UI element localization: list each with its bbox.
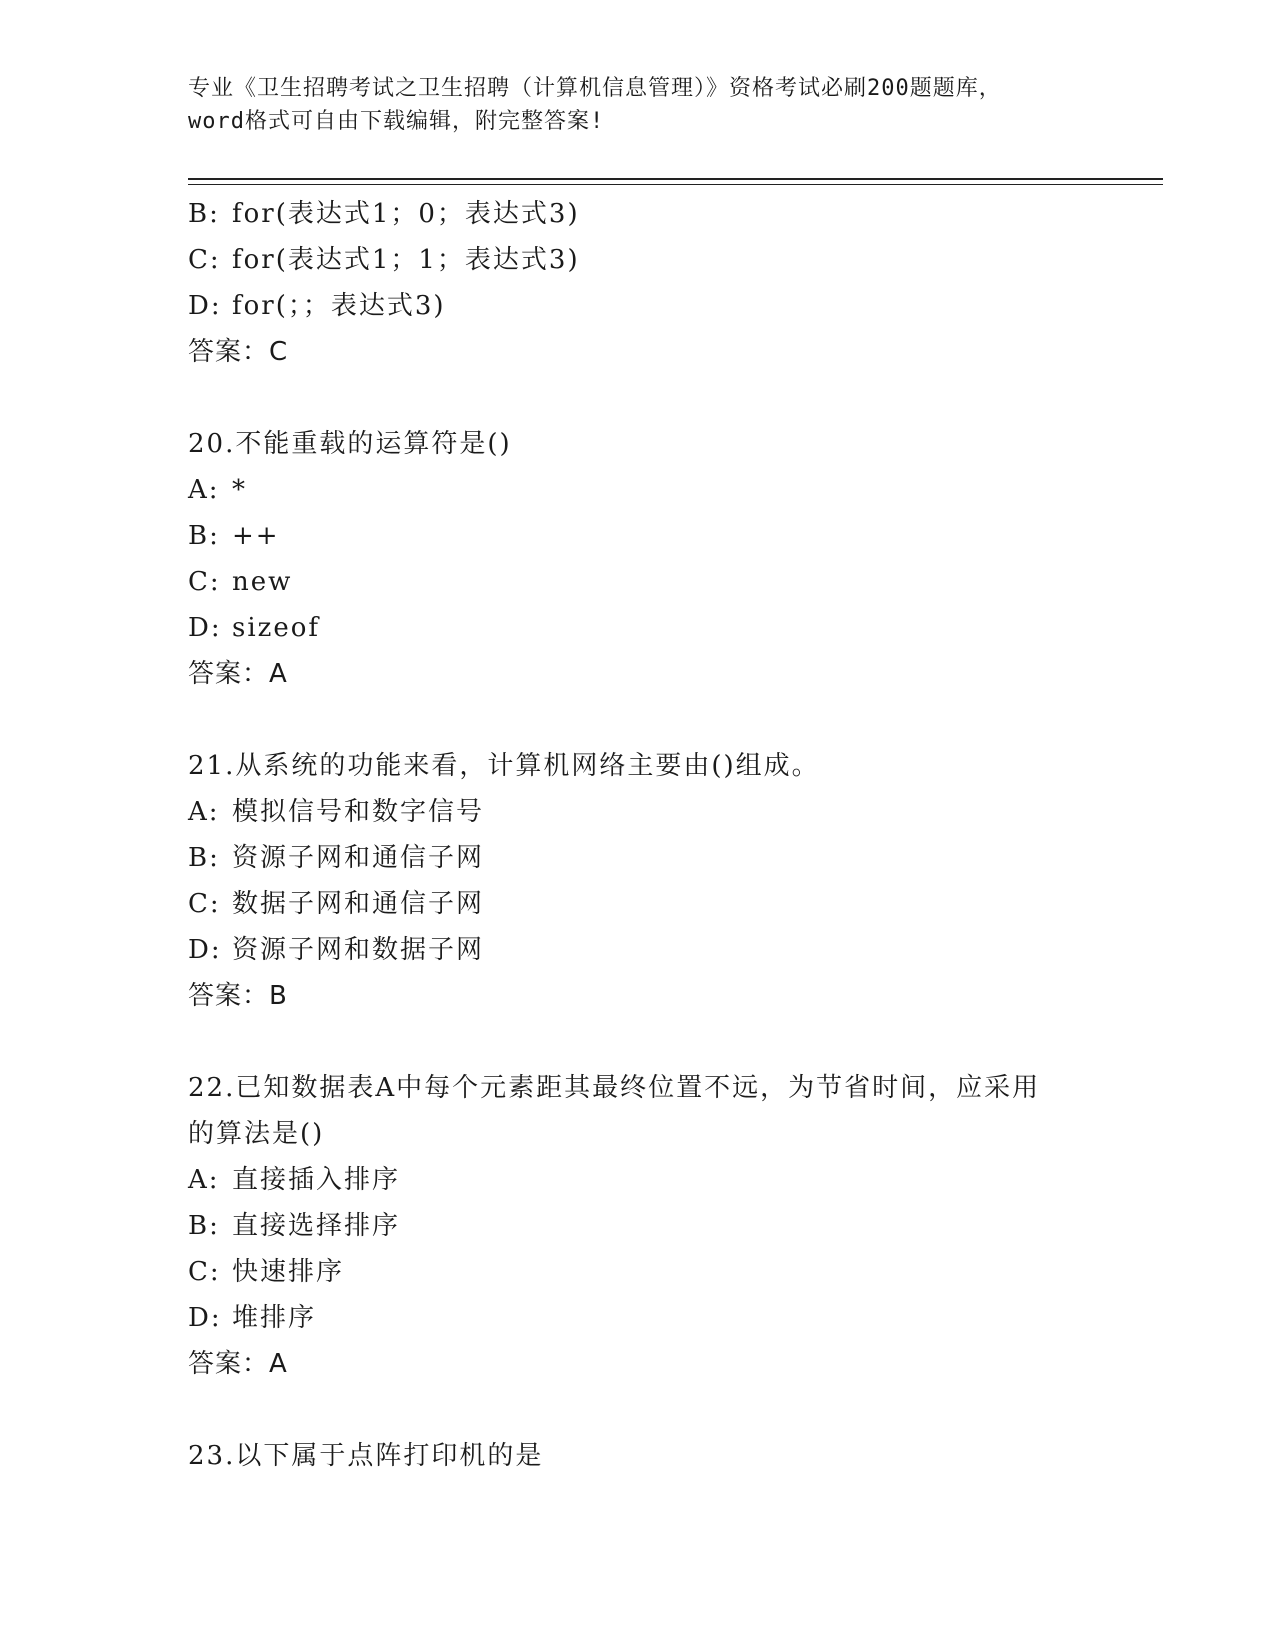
answer-line: 答案：A: [188, 1349, 288, 1379]
header-divider-thick: [188, 178, 1163, 180]
header-line-2: word格式可自由下载编辑，附完整答案!: [188, 109, 605, 134]
option-key: D:: [188, 613, 222, 643]
option-key: C:: [188, 889, 221, 919]
option-a: [188, 1157, 1088, 1203]
option-d: [188, 605, 1088, 651]
option-b: [188, 513, 1088, 559]
option-key: B:: [188, 1211, 220, 1241]
question-22: [188, 1065, 1088, 1387]
spacer: [188, 697, 1088, 743]
question-19-continued: [188, 191, 1088, 375]
question-21: [188, 743, 1088, 1019]
option-d: [188, 283, 1088, 329]
question-stem-line-2: 的算法是(): [188, 1119, 325, 1149]
option-d: [188, 927, 1088, 973]
question-23: [188, 1433, 1088, 1479]
option-text: 快速排序: [232, 1257, 345, 1287]
option-key: A:: [188, 475, 220, 505]
option-c: [188, 881, 1088, 927]
spacer: [188, 375, 1088, 421]
option-text: 数据子网和通信子网: [232, 889, 485, 919]
answer-line: 答案：C: [188, 337, 289, 367]
option-text: new: [232, 567, 293, 597]
option-text: *: [232, 475, 247, 505]
option-key: B:: [188, 843, 220, 873]
option-text: for(；；表达式3): [232, 291, 446, 321]
option-text: for(表达式1；0；表达式3): [232, 199, 580, 229]
option-a: [188, 789, 1088, 835]
option-key: C:: [188, 245, 221, 275]
question-stem-line-1: 22.已知数据表A中每个元素距其最终位置不远，为节省时间，应采用: [188, 1073, 1041, 1103]
spacer: [188, 1019, 1088, 1065]
document-header: [188, 72, 1088, 138]
option-text: 堆排序: [232, 1303, 317, 1333]
option-key: A:: [188, 1165, 220, 1195]
option-key: A:: [188, 797, 220, 827]
option-text: ++: [232, 521, 280, 551]
option-b: [188, 191, 1088, 237]
option-b: [188, 1203, 1088, 1249]
header-line-1: 专业《卫生招聘考试之卫生招聘（计算机信息管理）》资格考试必刷200题题库，: [188, 76, 1002, 101]
option-c: [188, 559, 1088, 605]
question-list: [188, 191, 1088, 1479]
option-key: B:: [188, 521, 220, 551]
option-text: sizeof: [232, 613, 321, 643]
option-key: D:: [188, 935, 222, 965]
option-key: C:: [188, 567, 221, 597]
option-a: [188, 467, 1088, 513]
option-text: 资源子网和数据子网: [232, 935, 485, 965]
option-d: [188, 1295, 1088, 1341]
option-text: for(表达式1；1；表达式3): [232, 245, 580, 275]
header-divider-thin: [188, 184, 1163, 185]
answer-line: 答案：B: [188, 981, 288, 1011]
question-stem: 23.以下属于点阵打印机的是: [188, 1441, 544, 1471]
answer-line: 答案：A: [188, 659, 288, 689]
question-stem: 20.不能重载的运算符是(): [188, 429, 512, 459]
question-20: [188, 421, 1088, 697]
option-text: 直接选择排序: [232, 1211, 401, 1241]
option-key: D:: [188, 1303, 222, 1333]
option-text: 直接插入排序: [232, 1165, 401, 1195]
option-text: 模拟信号和数字信号: [232, 797, 485, 827]
option-b: [188, 835, 1088, 881]
question-stem: 21.从系统的功能来看，计算机网络主要由()组成。: [188, 751, 820, 781]
spacer: [188, 1387, 1088, 1433]
option-key: B:: [188, 199, 220, 229]
option-c: [188, 237, 1088, 283]
option-text: 资源子网和通信子网: [232, 843, 485, 873]
option-key: D:: [188, 291, 222, 321]
option-c: [188, 1249, 1088, 1295]
option-key: C:: [188, 1257, 221, 1287]
